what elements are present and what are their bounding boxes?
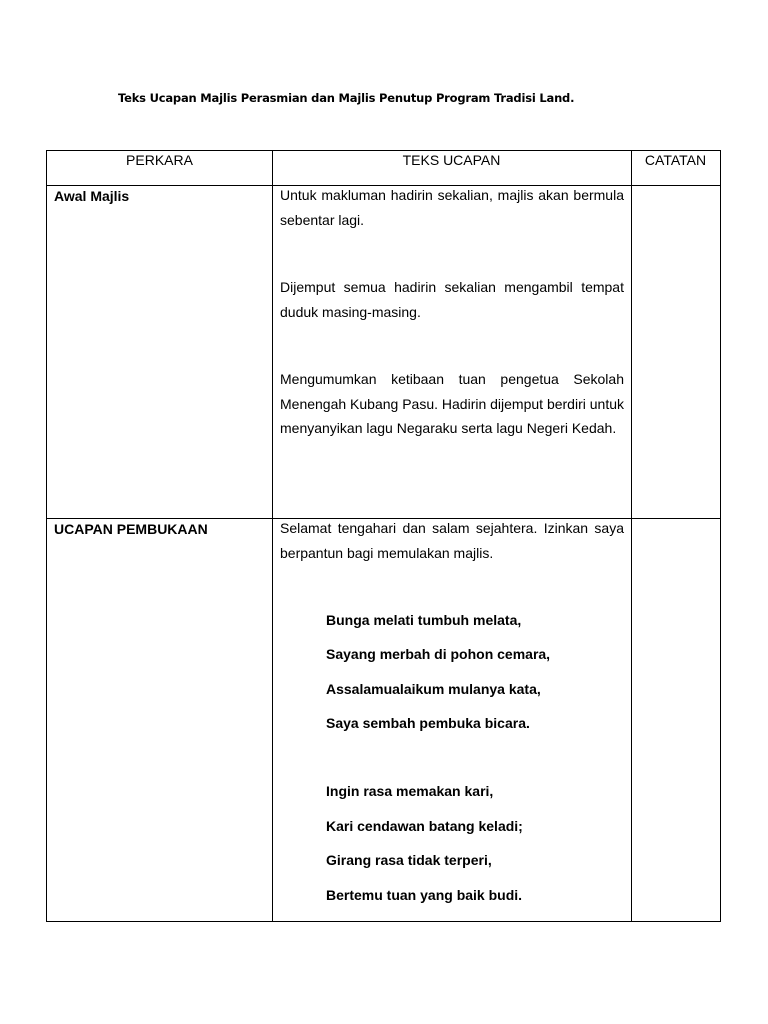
pantun-line: Girang rasa tidak terperi, bbox=[326, 852, 492, 868]
speech-paragraph: Dijemput semua hadirin sekalian mengambil tempat duduk masing-masing. bbox=[280, 279, 624, 320]
column-divider bbox=[272, 151, 273, 921]
speech-paragraph: Selamat tengahari dan salam sejahtera. Izinkan saya berpantun bagi memulakan majlis. bbox=[280, 520, 624, 561]
row-perkara-ucapan-pembukaan: UCAPAN PEMBUKAAN bbox=[54, 521, 208, 537]
pantun-line: Bertemu tuan yang baik budi. bbox=[326, 887, 523, 903]
speech-paragraph: Mengumumkan ketibaan tuan pengetua Sekolah Menengah Kubang Pasu. Hadirin dijemput berdiri untuk menyanyikan lagu Negaraku serta lagu Negeri Kedah. bbox=[280, 371, 624, 436]
row-teks-ucapan-pembukaan bbox=[280, 516, 624, 565]
pantun-line: Sayang merbah di pohon cemara, bbox=[326, 646, 551, 662]
speech-table bbox=[46, 150, 721, 922]
header-teks-ucapan: TEKS UCAPAN bbox=[402, 152, 501, 168]
pantun-line: Ingin rasa memakan kari, bbox=[326, 783, 494, 799]
pantun-line: Assalamualaikum mulanya kata, bbox=[326, 681, 541, 697]
speech-paragraph: Untuk makluman hadirin sekalian, majlis akan bermula sebentar lagi. bbox=[280, 187, 624, 228]
row-perkara-awal-majlis: Awal Majlis bbox=[54, 188, 130, 204]
row-teks-awal-majlis bbox=[280, 183, 624, 441]
column-divider bbox=[631, 151, 632, 921]
pantun-line: Bunga melati tumbuh melata, bbox=[326, 612, 522, 628]
header-perkara: PERKARA bbox=[126, 152, 193, 168]
pantun-line: Kari cendawan batang keladi; bbox=[326, 818, 523, 834]
document-title: Teks Ucapan Majlis Perasmian dan Majlis Penutup Program Tradisi Land. bbox=[118, 91, 575, 105]
header-catatan: CATATAN bbox=[644, 152, 707, 168]
pantun-line: Saya sembah pembuka bicara. bbox=[326, 715, 530, 731]
